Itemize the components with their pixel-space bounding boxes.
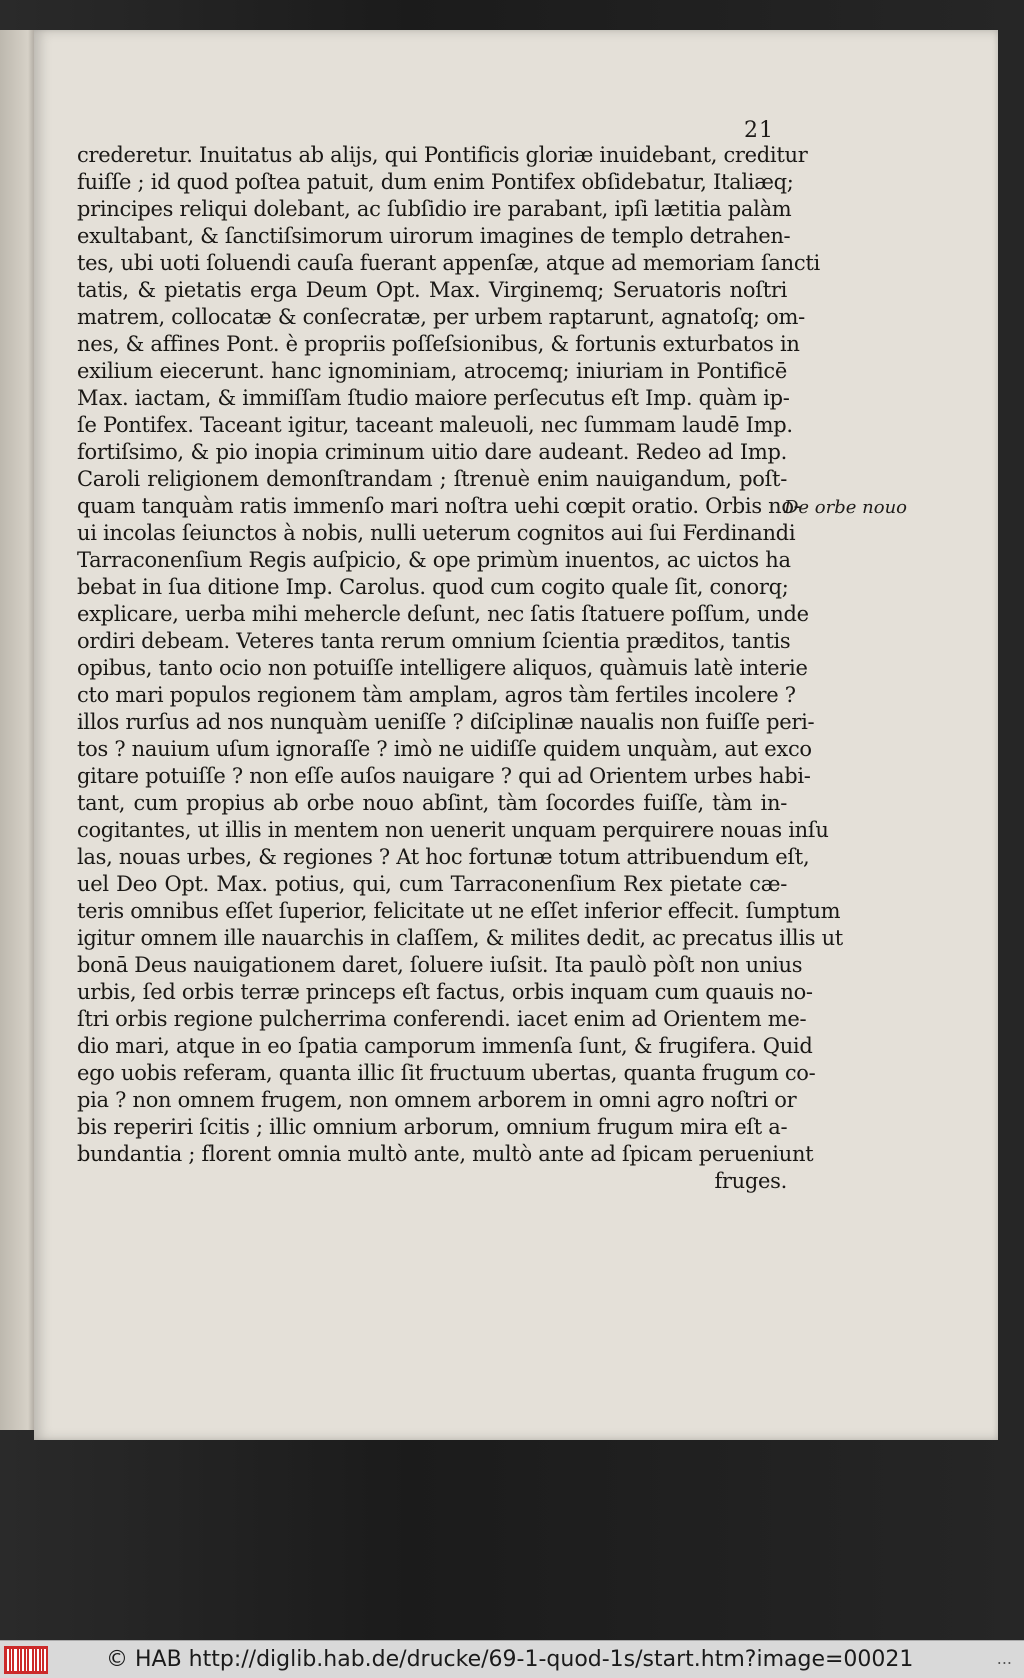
text-line: Max. iactam, & immiſſam ſtudio maiore perſecutus eſt Imp. quàm ip- [77, 386, 790, 410]
text-line: opibus, tanto ocio non potuiſſe intelligere aliquos, quàmuis latè interie [77, 656, 808, 680]
text-line: quam tanquàm ratis immenſo mari noſtra uehi cœpit oratio. Orbis no- [77, 494, 801, 518]
text-line: bis reperiri ſcitis ; illic omnium arborum, omnium frugum mira eſt a- [77, 1115, 788, 1139]
text-line: matrem, collocatæ & conſecratæ, per urbem raptarunt, agnatoſq; om- [77, 305, 805, 329]
text-line: fuiſſe ; id quod poſtea patuit, dum enim Pontifex obſidebatur, Italiæq; [77, 170, 794, 194]
text-line: explicare, uerba mihi mehercle deſunt, nec ſatis ſtatuere poſſum, unde [77, 602, 809, 626]
text-line: nes, & affines Pont. è propriis poſſeſsionibus, & fortunis exturbatos in [77, 332, 800, 356]
text-line: ſe Pontifex. Taceant igitur, taceant maleuoli, nec ſummam laudē Imp. [77, 413, 793, 437]
text-line: gitare potuiſſe ? non eſſe auſos nauigare ? qui ad Orientem urbes habi- [77, 764, 811, 788]
text-line: Tarraconenſium Regis auſpicio, & ope primùm inuentos, ac uictos ha [77, 548, 791, 572]
text-line: igitur omnem ille nauarchis in claſſem, & milites dedit, ac precatus illis ut [77, 926, 843, 950]
text-line: fortiſsimo, & pio inopia criminum uitio dare audeant. Redeo ad Imp. [77, 440, 787, 464]
text-line: crederetur. Inuitatus ab alijs, qui Pontificis gloriæ inuidebant, creditur [77, 143, 808, 167]
text-line: las, nouas urbes, & regiones ? At hoc fortunæ totum attribuendum eſt, [77, 845, 810, 869]
body-text [77, 142, 843, 1195]
page-number: 21 [744, 118, 774, 143]
text-line-last: fruges. [714, 1169, 787, 1193]
source-url[interactable]: © HAB http://diglib.hab.de/drucke/69-1-quod-1s/start.htm?image=00021 [106, 1647, 914, 1672]
text-line: tos ? nauium uſum ignoraſſe ? imò ne uidiſſe quidem unquàm, aut exco [77, 737, 812, 761]
text-line: teris omnibus eſſet ſuperior, felicitate ut ne eſſet inferior effecit. ſumptum [77, 899, 841, 923]
text-line: uel Deo Opt. Max. potius, qui, cum Tarraconenſium Rex pietate cæ- [77, 872, 787, 896]
text-line: dio mari, atque in eo ſpatia camporum immenſa ſunt, & frugifera. Quid [77, 1034, 813, 1058]
text-line: illos rurſus ad nos nunquàm ueniſſe ? diſciplinæ naualis non fuiſſe peri- [77, 710, 815, 734]
text-line: exilium eiecerunt. hanc ignominiam, atrocemq; iniuriam in Pontificē [77, 359, 787, 383]
text-line: tes, ubi uoti ſoluendi cauſa fuerant appenſæ, atque ad memoriam ſancti [77, 251, 820, 275]
text-line: tant, cum propius ab orbe nouo abſint, tàm ſocordes fuiſſe, tàm in- [77, 791, 787, 815]
text-line: ui incolas ſeiunctos à nobis, nulli ueterum cognitos aui ſui Ferdinandi [77, 521, 796, 545]
marginal-note: De orbe nouo [784, 497, 908, 518]
text-line: Caroli religionem demonſtrandam ; ſtrenuè enim nauigandum, poſt- [77, 467, 787, 491]
text-line: bebat in ſua ditione Imp. Carolus. quod cum cogito quale ſit, conorq; [77, 575, 789, 599]
barcode-icon [4, 1646, 48, 1674]
more-icon[interactable]: ... [996, 1649, 1012, 1668]
footer-bar [0, 1640, 1024, 1678]
text-line: cto mari populos regionem tàm amplam, agros tàm fertiles incolere ? [77, 683, 796, 707]
text-line: ordiri debeam. Veteres tanta rerum omnium ſcientia præditos, tantis [77, 629, 791, 653]
text-line: bonā Deus nauigationem daret, ſoluere iuſsit. Ita paulò pòſt non unius [77, 953, 803, 977]
text-line: tatis, & pietatis erga Deum Opt. Max. Virginemq; Seruatoris noſtri [77, 278, 787, 302]
text-line: cogitantes, ut illis in mentem non uenerit unquam perquirere nouas inſu [77, 818, 829, 842]
text-line: ſtri orbis regione pulcherrima conferendi. iacet enim ad Orientem me- [77, 1007, 807, 1031]
text-line: pia ? non omnem frugem, non omnem arborem in omni agro noſtri or [77, 1088, 797, 1112]
text-line: ego uobis referam, quanta illic ſit fructuum ubertas, quanta frugum co- [77, 1061, 816, 1085]
text-line: principes reliqui dolebant, ac ſubſidio ire parabant, ipſi lætitia palàm [77, 197, 792, 221]
text-line: exultabant, & ſanctiſsimorum uirorum imagines de templo detrahen- [77, 224, 791, 248]
text-line: urbis, ſed orbis terræ princeps eſt factus, orbis inquam cum quauis no- [77, 980, 813, 1004]
text-line: bundantia ; florent omnia multò ante, multò ante ad ſpicam perueniunt [77, 1142, 814, 1166]
